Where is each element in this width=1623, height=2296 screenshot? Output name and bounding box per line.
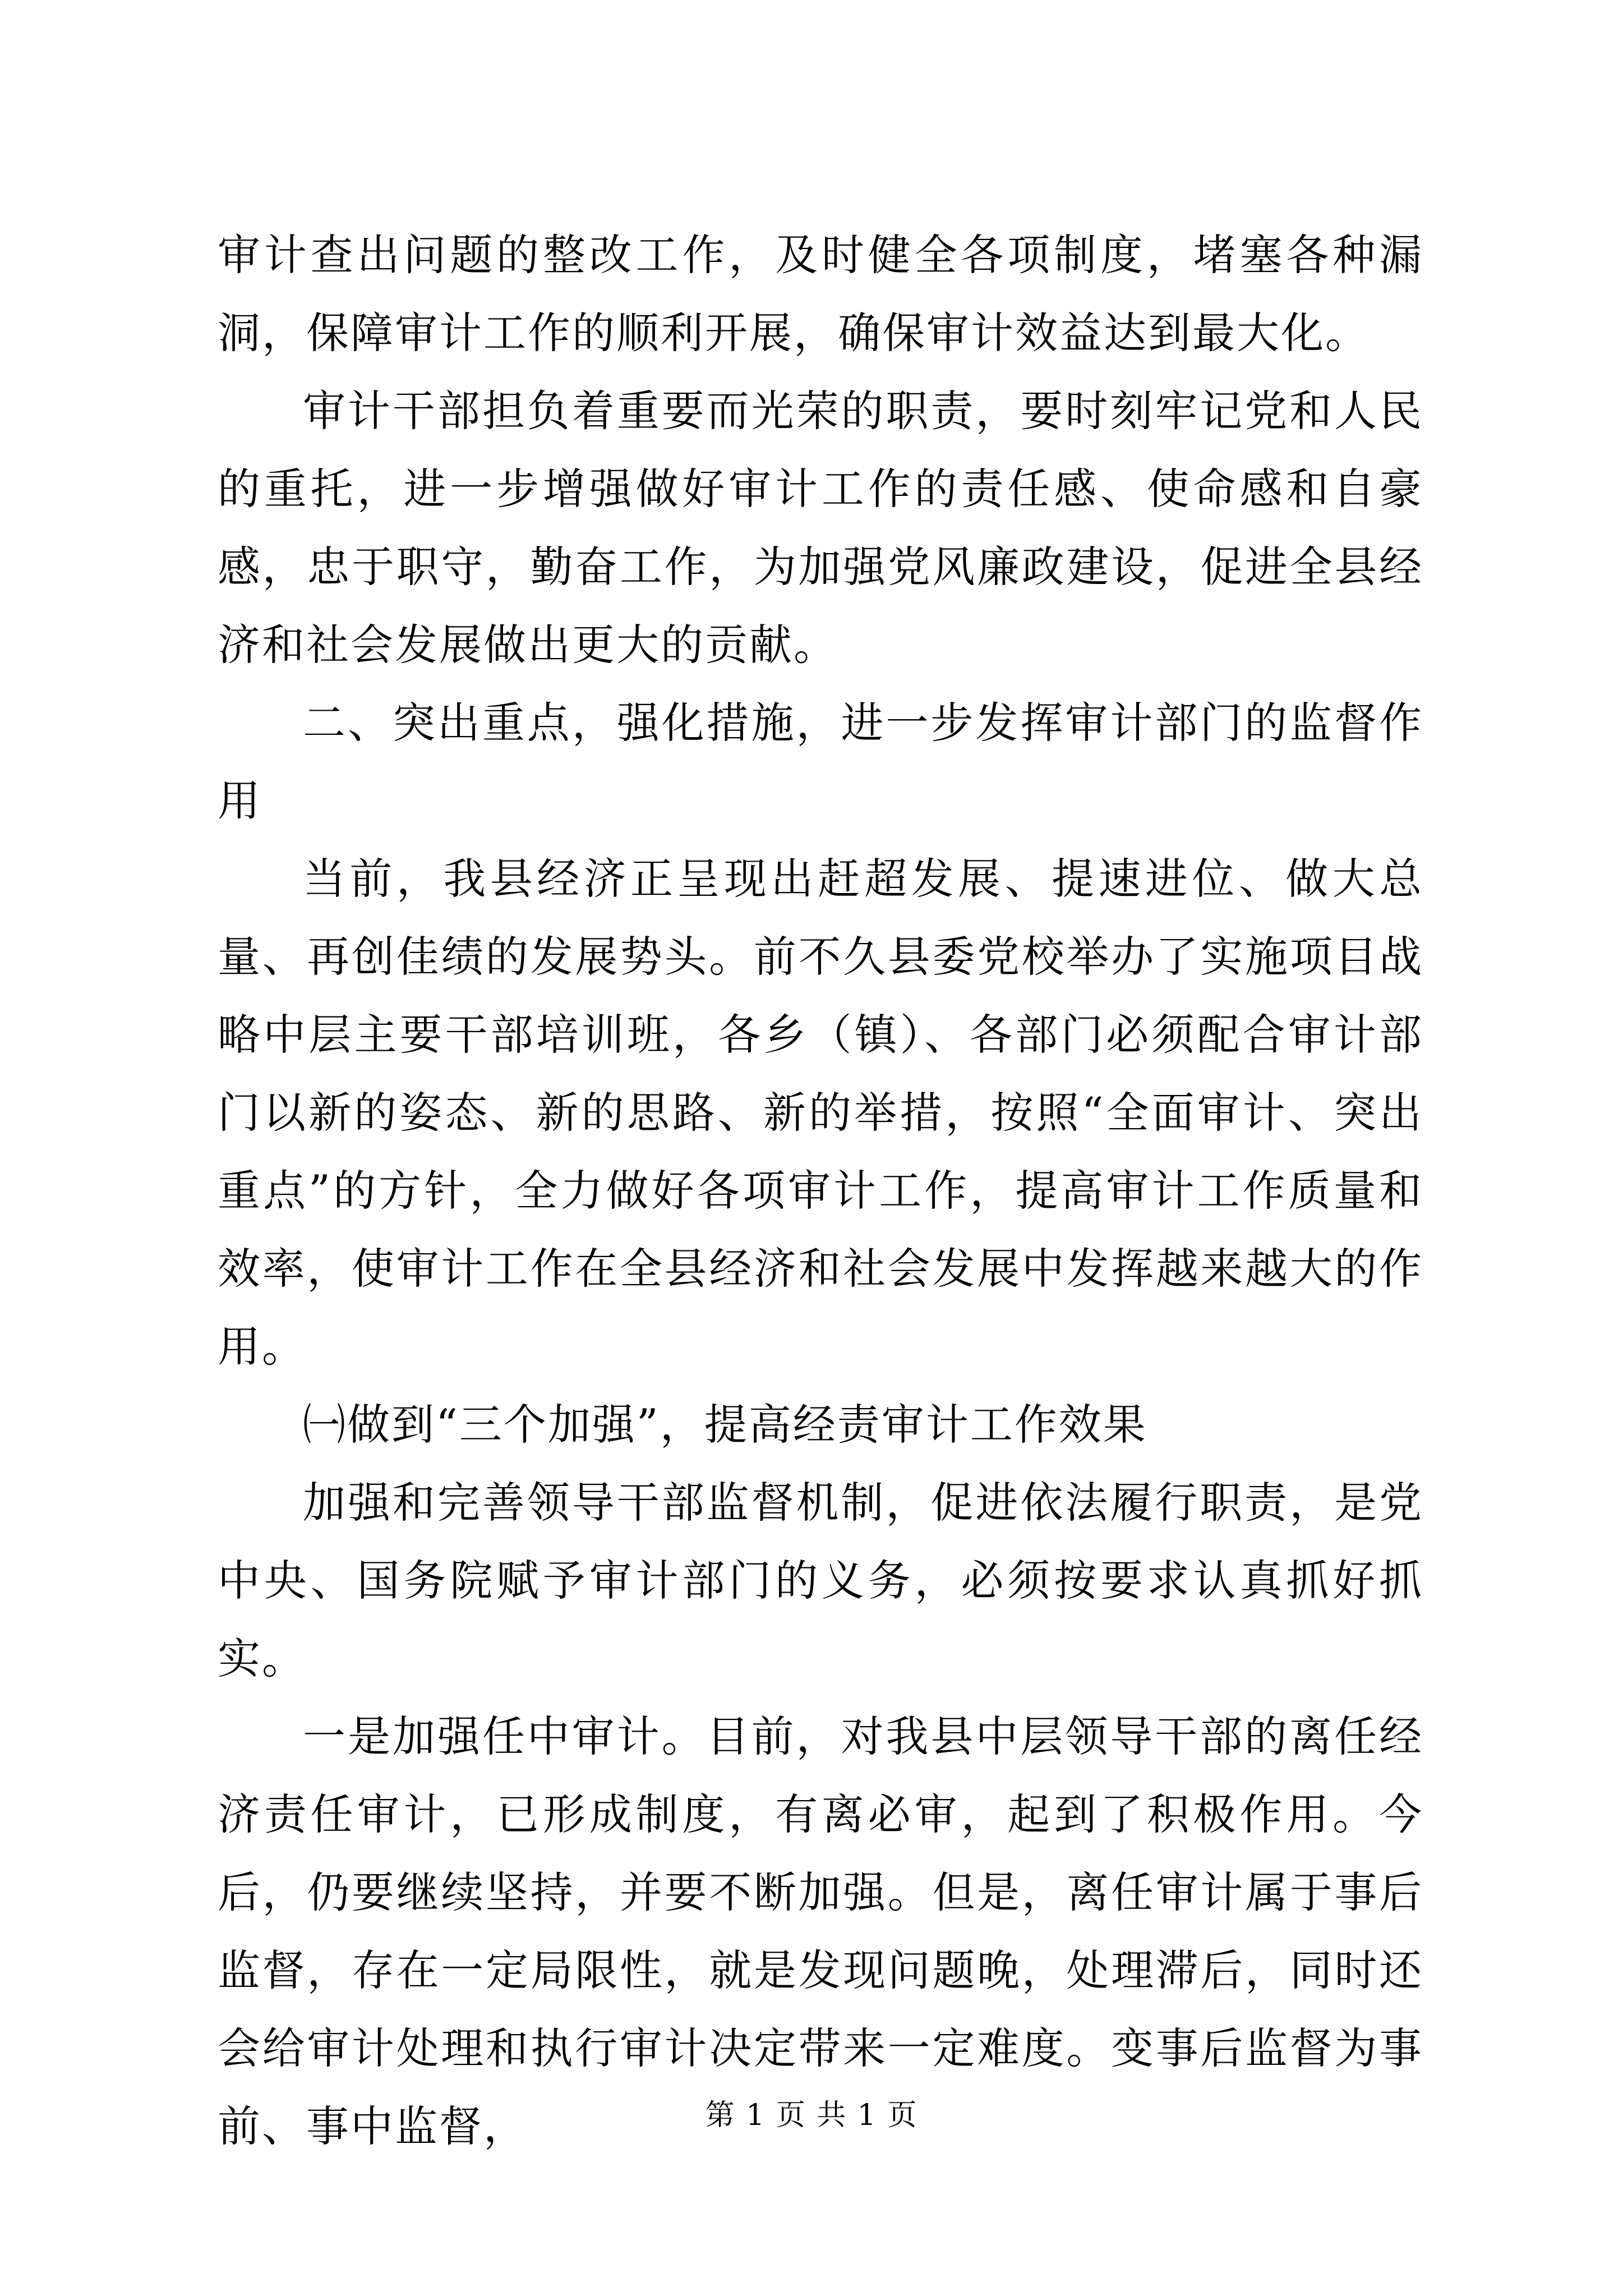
paragraph-3: 当前，我县经济正呈现出赶超发展、提速进位、做大总量、再创佳绩的发展势头。前不久县委党校举办了实施项目战略中层主要干部培训班，各乡（镇）、各部门必须配合审计部门以新的姿态、新的思路、新的举措，按照“全面审计、突出重点”的方针，全力做好各项审计工作，提高审计工作质量和效率，使审计工作在全县经济和社会发展中发挥越来越大的作用。 — [218, 854, 1423, 1372]
section-heading-2: 二、突出重点，强化措施，进一步发挥审计部门的监督作用 — [218, 698, 1423, 826]
paragraph-5: 一是加强任中审计。目前，对我县中层领导干部的离任经济责任审计，已形成制度，有离必审，起到了积极作用。今后，仍要继续坚持，并要不断加强。但是，离任审计属于事后监督，存在一定局限性，就是发现问题晚，处理滞后，同时还会给审计处理和执行审计决定带来一定难度。变事后监督为事前、事中监督， — [218, 1711, 1423, 2151]
paragraph-2: 审计干部担负着重要而光荣的职责，要时刻牢记党和人民的重托，进一步增强做好审计工作的责任感、使命感和自豪感，忠于职守，勤奋工作，为加强党风廉政建设，促进全县经济和社会发展做出更大的贡献。 — [218, 386, 1423, 670]
document-body — [218, 216, 1423, 2165]
paragraph-1: 审计查出问题的整改工作，及时健全各项制度，堵塞各种漏洞，保障审计工作的顺利开展，确保审计效益达到最大化。 — [218, 230, 1423, 358]
paragraph-4: 加强和完善领导干部监督机制，促进依法履行职责，是党中央、国务院赋予审计部门的义务，必须按要求认真抓好抓实。 — [218, 1478, 1423, 1683]
page-footer: 第 1 页 共 1 页 — [705, 2099, 918, 2132]
subsection-heading-1: ㈠做到“三个加强”，提高经责审计工作效果 — [303, 1400, 1147, 1450]
